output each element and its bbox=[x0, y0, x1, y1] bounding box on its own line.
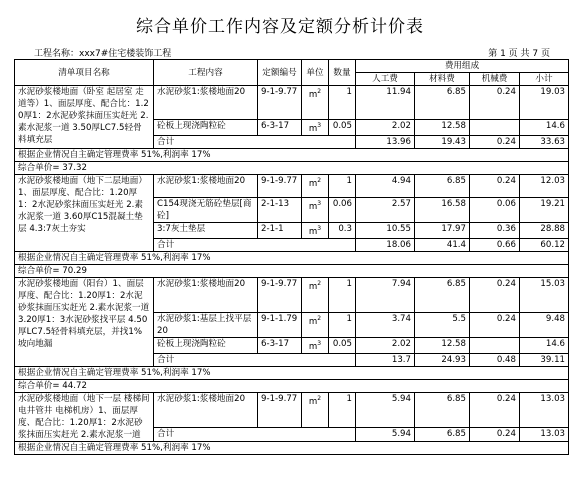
header-code: 定额编号 bbox=[258, 60, 302, 86]
machine-cost bbox=[470, 337, 520, 353]
work-content: 水泥砂浆1:浆楼地面20 bbox=[154, 174, 258, 197]
note-row bbox=[15, 251, 569, 264]
unit-text: m bbox=[308, 316, 318, 327]
project-name: 工程名称：xxx7#住宅楼装饰工程 bbox=[34, 49, 172, 59]
fee-note: 根据企业情况自主确定管理费率 51%,利润率 17% bbox=[15, 366, 569, 379]
unit-superscript: 3 bbox=[317, 339, 322, 347]
quantity: 0.05 bbox=[329, 120, 356, 136]
quota-code: 2-1-1 bbox=[258, 222, 302, 238]
quantity: 1 bbox=[329, 277, 356, 312]
unit-text: m bbox=[308, 201, 318, 212]
total-material: 41.4 bbox=[415, 238, 470, 251]
machine-cost: 0.24 bbox=[470, 277, 520, 312]
work-content: C154现浇无筋砼垫层[商砼] bbox=[154, 197, 258, 222]
subtotal-cost: 14.6 bbox=[520, 120, 569, 136]
subtotal-cost: 14.6 bbox=[520, 337, 569, 353]
total-label: 合计 bbox=[154, 428, 356, 441]
unit-text: m bbox=[308, 178, 318, 189]
labor-cost: 4.94 bbox=[356, 174, 415, 197]
composite-row bbox=[15, 379, 569, 392]
unit-superscript: 3 bbox=[317, 224, 322, 232]
labor-cost: 3.74 bbox=[356, 312, 415, 337]
quota-code: 9-1-9.77 bbox=[258, 86, 302, 120]
work-content: 砼板上现浇陶粒砼 bbox=[154, 337, 258, 353]
unit-cell bbox=[302, 174, 329, 197]
quota-code: 6-3-17 bbox=[258, 337, 302, 353]
subtotal-cost: 13.03 bbox=[520, 392, 569, 428]
unit-superscript: 2 bbox=[317, 88, 322, 95]
subtotal-cost: 28.88 bbox=[520, 222, 569, 238]
material-cost: 6.85 bbox=[415, 86, 470, 120]
work-content: 水泥砂浆1:浆楼地面20 bbox=[154, 277, 258, 312]
material-cost: 6.85 bbox=[415, 174, 470, 197]
quantity: 0.3 bbox=[329, 222, 356, 238]
unit-superscript: 2 bbox=[317, 279, 322, 287]
quantity: 1 bbox=[329, 392, 356, 428]
total-subtotal: 33.63 bbox=[520, 135, 569, 148]
composite-price: 综合单价= 37.32 bbox=[15, 161, 569, 174]
labor-cost: 5.94 bbox=[356, 392, 415, 428]
material-cost: 12.58 bbox=[415, 120, 470, 136]
quota-code: 2-1-13 bbox=[258, 197, 302, 222]
machine-cost bbox=[470, 120, 520, 136]
table-row bbox=[15, 392, 569, 428]
table-body bbox=[15, 86, 569, 455]
note-row bbox=[15, 366, 569, 379]
unit-text: m bbox=[308, 341, 318, 352]
quantity: 0.05 bbox=[329, 337, 356, 353]
page-title: 综合单价工作内容及定额分析计价表 bbox=[136, 17, 424, 37]
quota-code: 9-1-1.79 bbox=[258, 312, 302, 337]
work-content: 水泥砂浆1:基层上找平层20 bbox=[154, 312, 258, 337]
machine-cost: 0.24 bbox=[470, 392, 520, 428]
machine-cost: 0.24 bbox=[470, 174, 520, 197]
total-material: 19.43 bbox=[415, 135, 470, 148]
labor-cost: 7.94 bbox=[356, 277, 415, 312]
pricing-table bbox=[14, 59, 569, 455]
quota-code: 9-1-9.77 bbox=[258, 277, 302, 312]
total-machine: 0.66 bbox=[470, 238, 520, 251]
unit-text: m bbox=[308, 123, 318, 134]
total-labor: 18.06 bbox=[356, 238, 415, 251]
material-cost: 16.58 bbox=[415, 197, 470, 222]
header-content: 工程内容 bbox=[154, 60, 258, 86]
material-cost: 6.85 bbox=[415, 392, 470, 428]
fee-note: 根据企业情况自主确定管理费率 51%,利润率 17% bbox=[15, 148, 569, 161]
header-qty: 数量 bbox=[329, 60, 356, 86]
note-row bbox=[15, 441, 569, 454]
unit-superscript: 2 bbox=[317, 176, 322, 184]
table-row bbox=[15, 277, 569, 312]
item-description: 水泥砂浆楼地面（阳台）1、面层厚度、配合比：1.20厚1：2水泥砂浆抹面压实赶光 2.素水泥浆一道 3.20厚1：3水泥砂浆找平层 4.50厚LC7.5轻骨料填充层，并找1%坡向地漏 bbox=[15, 277, 154, 366]
machine-cost: 0.06 bbox=[470, 197, 520, 222]
labor-cost: 2.02 bbox=[356, 120, 415, 136]
unit-cell bbox=[302, 392, 329, 428]
unit-text: m bbox=[308, 89, 318, 100]
total-subtotal: 39.11 bbox=[520, 353, 569, 366]
total-material: 24.93 bbox=[415, 353, 470, 366]
total-labor: 13.7 bbox=[356, 353, 415, 366]
material-cost: 17.97 bbox=[415, 222, 470, 238]
unit-superscript: 2 bbox=[317, 394, 322, 402]
quantity: 0.06 bbox=[329, 197, 356, 222]
header-material: 材料费 bbox=[415, 73, 470, 86]
unit-cell bbox=[302, 86, 329, 120]
material-cost: 6.85 bbox=[415, 277, 470, 312]
subtotal-cost: 15.03 bbox=[520, 277, 569, 312]
quantity: 1 bbox=[329, 174, 356, 197]
quantity: 1 bbox=[329, 86, 356, 120]
unit-cell bbox=[302, 312, 329, 337]
note-row bbox=[15, 148, 569, 161]
fee-note: 根据企业情况自主确定管理费率 51%,利润率 17% bbox=[15, 251, 569, 264]
unit-cell bbox=[302, 337, 329, 353]
material-cost: 12.58 bbox=[415, 337, 470, 353]
labor-cost: 10.55 bbox=[356, 222, 415, 238]
quota-code: 9-1-9.77 bbox=[258, 392, 302, 428]
header-subtotal: 小计 bbox=[520, 73, 569, 86]
fee-note: 根据企业情况自主确定管理费率 51%,利润率 17% bbox=[15, 441, 569, 454]
work-content: 水泥砂浆1:浆楼地面20 bbox=[154, 392, 258, 428]
work-content: 砼板上现浇陶粒砼 bbox=[154, 120, 258, 136]
item-description: 水泥砂浆楼地面（地下二层地面）1、面层厚度、配合比：1.20厚1：2水泥砂浆抹面压实赶光 2.素水泥浆一道 3.60厚C15混凝土垫层 4.3:7灰土夯实 bbox=[15, 174, 154, 251]
header-fee-group: 费用组成 bbox=[356, 60, 569, 73]
table-row bbox=[15, 86, 569, 120]
page-info: 第 1 页 共 7 页 bbox=[488, 49, 550, 59]
unit-text: m bbox=[308, 226, 318, 237]
header-machine: 机械费 bbox=[470, 73, 520, 86]
quota-code: 6-3-17 bbox=[258, 120, 302, 136]
total-subtotal: 60.12 bbox=[520, 238, 569, 251]
unit-superscript: 3 bbox=[317, 122, 322, 129]
labor-cost: 11.94 bbox=[356, 86, 415, 120]
header-item: 清单项目名称 bbox=[15, 60, 154, 86]
subtotal-cost: 9.48 bbox=[520, 312, 569, 337]
composite-row bbox=[15, 161, 569, 174]
subtotal-cost: 19.21 bbox=[520, 197, 569, 222]
total-labor: 5.94 bbox=[356, 428, 415, 441]
total-material: 6.85 bbox=[415, 428, 470, 441]
header-unit: 单位 bbox=[302, 60, 329, 86]
item-description: 水泥砂浆楼地面（地下一层 楼梯间 电井管井 电梯机房）1、面层厚度、配合比：1.20厚1：2水泥砂浆抹面压实赶光 2.素水泥浆一道 bbox=[15, 392, 154, 441]
work-content: 水泥砂浆1:浆楼地面20 bbox=[154, 86, 258, 120]
unit-cell bbox=[302, 120, 329, 136]
total-label: 合计 bbox=[154, 238, 356, 251]
composite-row bbox=[15, 264, 569, 277]
machine-cost: 0.36 bbox=[470, 222, 520, 238]
total-machine: 0.24 bbox=[470, 135, 520, 148]
machine-cost: 0.24 bbox=[470, 312, 520, 337]
total-label: 合计 bbox=[154, 353, 356, 366]
total-machine: 0.24 bbox=[470, 428, 520, 441]
labor-cost: 2.57 bbox=[356, 197, 415, 222]
unit-cell bbox=[302, 222, 329, 238]
machine-cost: 0.24 bbox=[470, 86, 520, 120]
quota-code: 9-1-9.77 bbox=[258, 174, 302, 197]
table-row bbox=[15, 174, 569, 197]
labor-cost: 2.02 bbox=[356, 337, 415, 353]
subtotal-cost: 19.03 bbox=[520, 86, 569, 120]
unit-cell bbox=[302, 197, 329, 222]
unit-superscript: 3 bbox=[317, 199, 322, 207]
item-description: 水泥砂浆楼地面（卧室 起居室 走道等）1、面层厚度、配合比：1.20厚1：2水泥砂浆抹面压实赶光 2.素水泥浆一道 3.50厚LC7.5轻骨料填充层 bbox=[15, 86, 154, 149]
subtotal-cost: 12.03 bbox=[520, 174, 569, 197]
composite-price: 综合单价= 44.72 bbox=[15, 379, 569, 392]
total-machine: 0.48 bbox=[470, 353, 520, 366]
total-subtotal: 13.03 bbox=[520, 428, 569, 441]
material-cost: 5.5 bbox=[415, 312, 470, 337]
unit-superscript: 2 bbox=[317, 314, 322, 322]
unit-cell bbox=[302, 277, 329, 312]
quantity: 1 bbox=[329, 312, 356, 337]
composite-price: 综合单价= 70.29 bbox=[15, 264, 569, 277]
total-labor: 13.96 bbox=[356, 135, 415, 148]
unit-text: m bbox=[308, 396, 318, 407]
work-content: 3:7灰土垫层 bbox=[154, 222, 258, 238]
total-label: 合计 bbox=[154, 135, 356, 148]
header-labor: 人工费 bbox=[356, 73, 415, 86]
unit-text: m bbox=[308, 281, 318, 292]
